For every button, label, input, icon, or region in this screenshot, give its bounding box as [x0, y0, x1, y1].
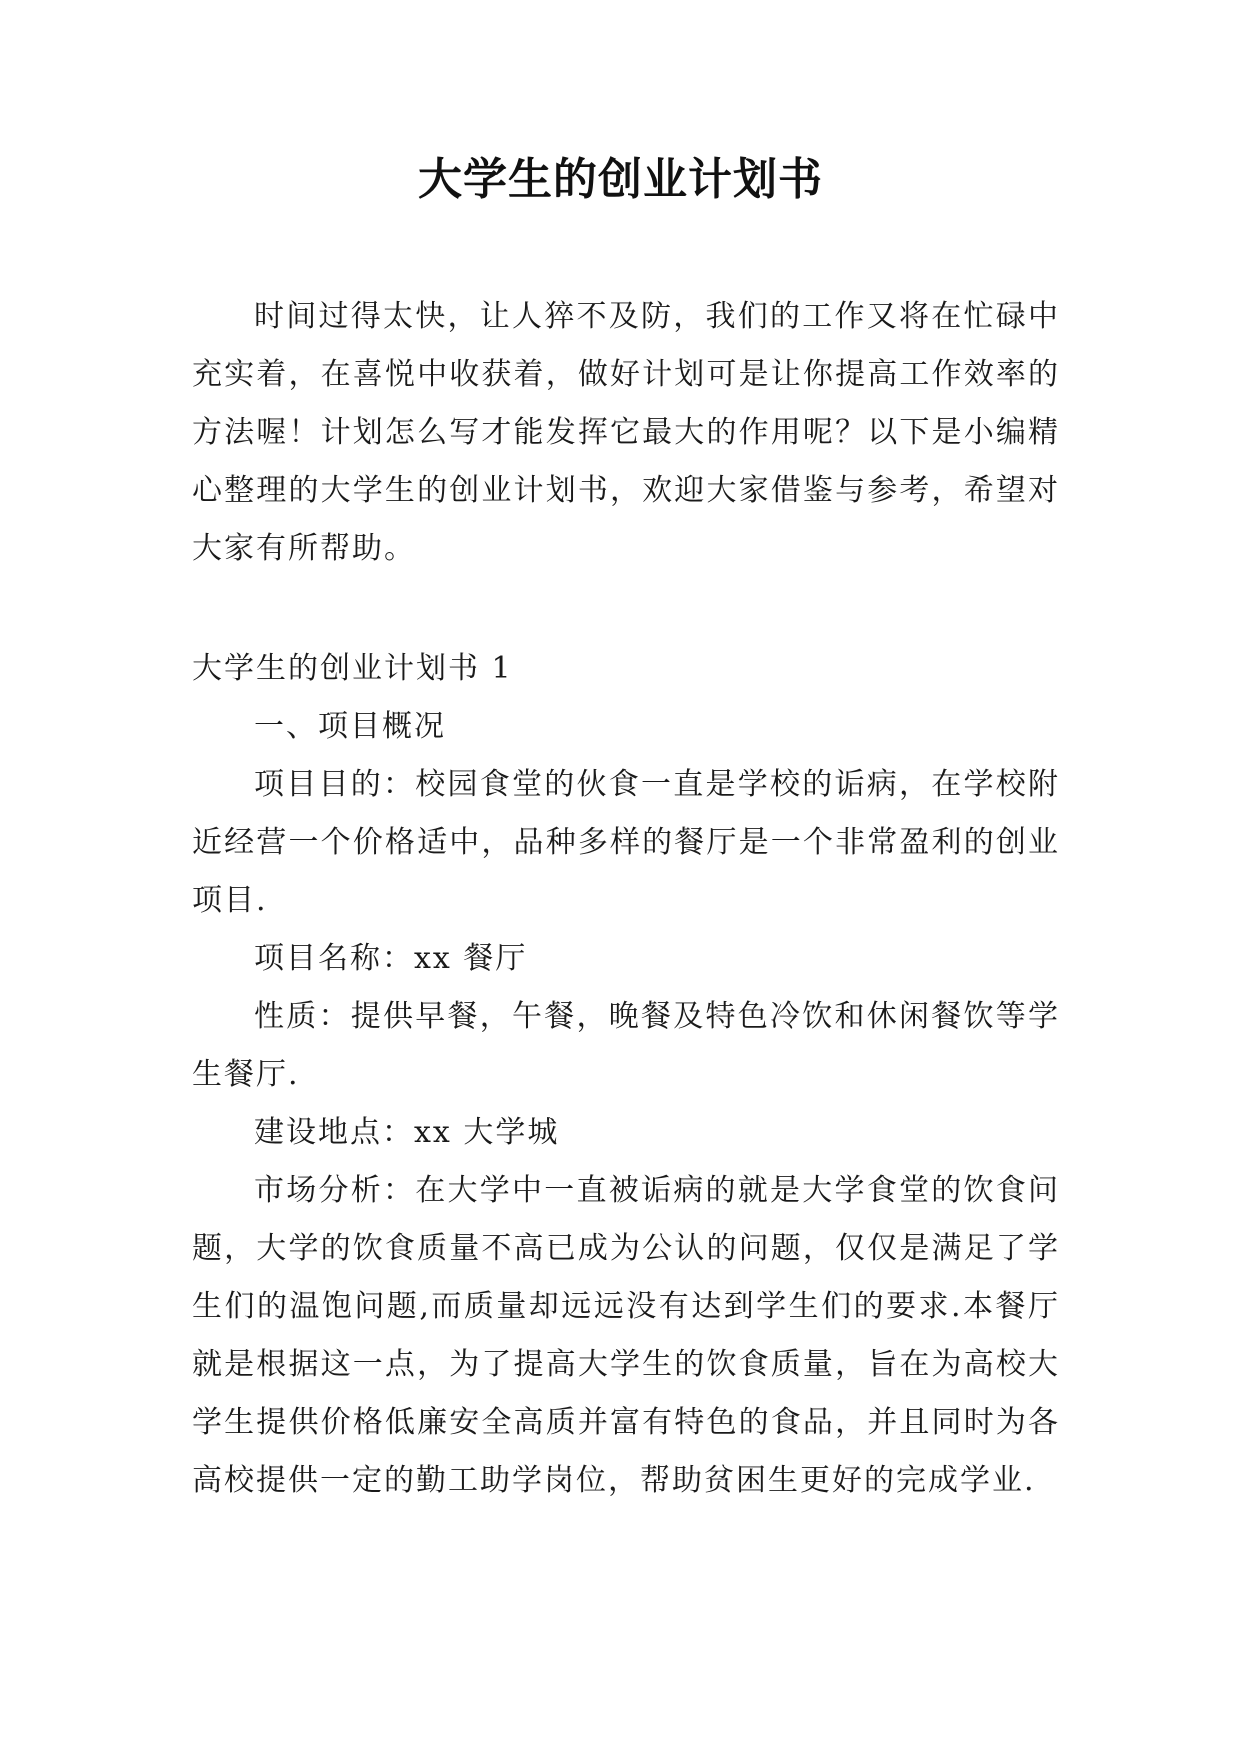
paragraph-location: 建设地点：xx 大学城: [254, 1115, 560, 1150]
section-content: [192, 698, 1060, 1510]
paragraph-nature: 性质：提供早餐，午餐，晚餐及特色冷饮和休闲餐饮等学生餐厅.: [192, 999, 1060, 1092]
subsection-heading-overview: 一、项目概况: [254, 709, 446, 744]
paragraph-market-analysis: 市场分析：在大学中一直被诟病的就是大学食堂的饮食问题，大学的饮食质量不高已成为公认的问题，仅仅是满足了学生们的温饱问题,而质量却远远没有达到学生们的要求.本餐厅就是根据这一点，为了提高大学生的饮食质量，旨在为高校大学生提供价格低廉安全高质并富有特色的食品，并且同时为各高校提供一定的勤工助学岗位，帮助贫困生更好的完成学业.: [192, 1173, 1060, 1498]
paragraph-project-name: 项目名称：xx 餐厅: [254, 941, 528, 976]
intro-paragraph: 时间过得太快，让人猝不及防，我们的工作又将在忙碌中充实着，在喜悦中收获着，做好计划可是让你提高工作效率的方法喔！计划怎么写才能发挥它最大的作用呢？以下是小编精心整理的大学生的创业计划书，欢迎大家借鉴与参考，希望对大家有所帮助。: [192, 299, 1060, 566]
document-title: 大学生的创业计划书: [418, 154, 823, 205]
section-heading: 大学生的创业计划书 1: [192, 651, 513, 686]
paragraph-project-purpose: 项目目的：校园食堂的伙食一直是学校的诟病，在学校附近经营一个价格适中，品种多样的餐厅是一个非常盈利的创业项目.: [192, 767, 1060, 918]
